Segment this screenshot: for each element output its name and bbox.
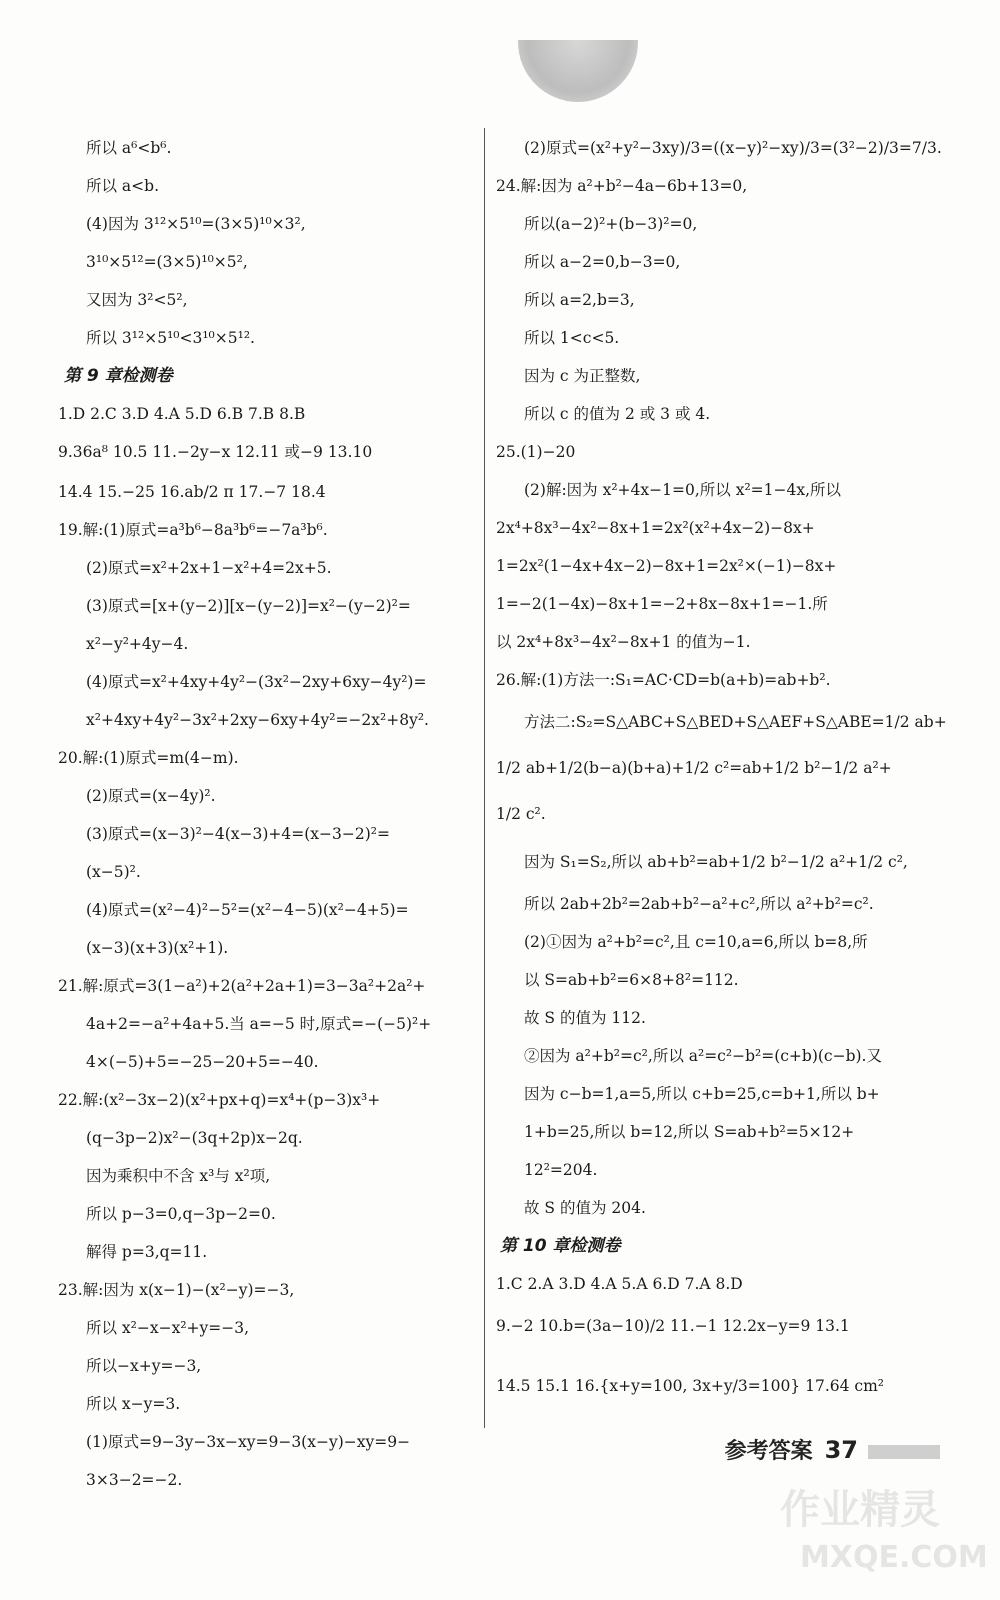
text-line: 故 S 的值为 204. [524, 1199, 646, 1217]
text-line: 26.解:(1)方法一:S₁=AC·CD=b(a+b)=ab+b². [496, 671, 831, 689]
text-line: 所以 x−y=3. [86, 1395, 181, 1413]
text-line: (2)原式=(x−4y)². [86, 787, 216, 805]
text-line: (4)原式=(x²−4)²−5²=(x²−4−5)(x²−4+5)= [86, 901, 409, 919]
text-line: 25.(1)−20 [496, 443, 576, 461]
text-line: 又因为 3²<5², [86, 291, 188, 309]
text-line: 所以 a⁶<b⁶. [86, 139, 172, 157]
text-line: (2)解:因为 x²+4x−1=0,所以 x²=1−4x,所以 [524, 481, 842, 499]
text-line: (1)原式=9−3y−3x−xy=9−3(x−y)−xy=9− [86, 1433, 411, 1451]
text-line: (2)原式=(x²+y²−3xy)/3=((x−y)²−xy)/3=(3²−2)/3=7/3. [524, 139, 942, 157]
text-line: 22.解:(x²−3x−2)(x²+px+q)=x⁴+(p−3)x³+ [58, 1091, 381, 1109]
text-line: 因为 c−b=1,a=5,所以 c+b=25,c=b+1,所以 b+ [524, 1085, 880, 1103]
text-line: 1+b=25,所以 b=12,所以 S=ab+b²=5×12+ [524, 1123, 855, 1141]
text-line: 20.解:(1)原式=m(4−m). [58, 749, 239, 767]
section-heading: 第 9 章检测卷 [64, 366, 173, 386]
text-line: 所以 c 的值为 2 或 3 或 4. [524, 405, 711, 423]
page-footer [725, 1434, 940, 1465]
watermark-logo: 作业精灵 [780, 1487, 940, 1533]
text-line: 所以 a<b. [86, 177, 160, 195]
column-divider [484, 128, 485, 1428]
text-line: 24.解:因为 a²+b²−4a−6b+13=0, [496, 177, 748, 195]
text-line: (x−3)(x+3)(x²+1). [86, 939, 229, 957]
text-line: 故 S 的值为 112. [524, 1009, 646, 1027]
section-heading: 第 10 章检测卷 [500, 1236, 621, 1256]
answer-line: 1.C 2.A 3.D 4.A 5.A 6.D 7.A 8.D [496, 1275, 743, 1293]
page-number: 37 [824, 1436, 858, 1464]
decorative-header-arc [518, 40, 638, 102]
text-line: 1=2x²(1−4x+4x−2)−8x+1=2x²×(−1)−8x+ [496, 557, 837, 575]
answer-line: 14.4 15.−25 16.ab/2 π 17.−7 18.4 [58, 483, 326, 501]
text-line: 4×(−5)+5=−25−20+5=−40. [86, 1053, 319, 1071]
text-line: 因为 S₁=S₂,所以 ab+b²=ab+1/2 b²−1/2 a²+1/2 c², [524, 853, 908, 871]
footer-decoration [868, 1445, 940, 1459]
text-line: 所以 x²−x−x²+y=−3, [86, 1319, 250, 1337]
text-line: 2x⁴+8x³−4x²−8x+1=2x²(x²+4x−2)−8x+ [496, 519, 815, 537]
text-line: 解得 p=3,q=11. [86, 1243, 208, 1261]
text-line: 所以 2ab+2b²=2ab+b²−a²+c²,所以 a²+b²=c². [524, 895, 874, 913]
text-line: 1/2 c². [496, 805, 546, 823]
text-line: 1/2 ab+1/2(b−a)(b+a)+1/2 c²=ab+1/2 b²−1/2 a²+ [496, 759, 892, 777]
text-line: 因为 c 为正整数, [524, 367, 641, 385]
text-line: 1=−2(1−4x)−8x+1=−2+8x−8x+1=−1.所 [496, 595, 828, 613]
answer-line: 1.D 2.C 3.D 4.A 5.D 6.B 7.B 8.B [58, 405, 306, 423]
answer-line: 9.36a⁸ 10.5 11.−2y−x 12.11 或−9 13.10 [58, 443, 373, 461]
text-line: 所以 1<c<5. [524, 329, 620, 347]
text-line: 19.解:(1)原式=a³b⁶−8a³b⁶=−7a³b⁶. [58, 521, 328, 539]
text-line: 因为乘积中不含 x³与 x²项, [86, 1167, 271, 1185]
text-line: 所以 a−2=0,b−3=0, [524, 253, 681, 271]
text-line: 21.解:原式=3(1−a²)+2(a²+2a+1)=3−3a²+2a²+ [58, 977, 426, 995]
text-line: (3)原式=(x−3)²−4(x−3)+4=(x−3−2)²= [86, 825, 390, 843]
text-line: 以 S=ab+b²=6×8+8²=112. [524, 971, 739, 989]
text-line: (x−5)². [86, 863, 141, 881]
text-line: (2)原式=x²+2x+1−x²+4=2x+5. [86, 559, 332, 577]
text-line: 3¹⁰×5¹²=(3×5)¹⁰×5², [86, 253, 248, 271]
text-line: 所以(a−2)²+(b−3)²=0, [524, 215, 698, 233]
text-line: 12²=204. [524, 1161, 598, 1179]
text-line: (3)原式=[x+(y−2)][x−(y−2)]=x²−(y−2)²= [86, 597, 411, 615]
answer-line: 14.5 15.1 16.{x+y=100, 3x+y/3=100} 17.64 cm² [496, 1377, 884, 1395]
text-line: 23.解:因为 x(x−1)−(x²−y)=−3, [58, 1281, 295, 1299]
text-line: x²−y²+4y−4. [86, 635, 189, 653]
text-line: ②因为 a²+b²=c²,所以 a²=c²−b²=(c+b)(c−b).又 [524, 1047, 882, 1065]
text-line: 所以 a=2,b=3, [524, 291, 635, 309]
text-line: (4)因为 3¹²×5¹⁰=(3×5)¹⁰×3², [86, 215, 306, 233]
text-line: 3×3−2=−2. [86, 1471, 183, 1489]
text-line: x²+4xy+4y²−3x²+2xy−6xy+4y²=−2x²+8y². [86, 711, 429, 729]
text-line: 所以−x+y=−3, [86, 1357, 202, 1375]
text-line: (q−3p−2)x²−(3q+2p)x−2q. [86, 1129, 303, 1147]
text-line: (4)原式=x²+4xy+4y²−(3x²−2xy+6xy−4y²)= [86, 673, 427, 691]
text-line: 所以 3¹²×5¹⁰<3¹⁰×5¹². [86, 329, 255, 347]
text-line: 方法二:S₂=S△ABC+S△BED+S△AEF+S△ABE=1/2 ab+ [524, 713, 947, 731]
watermark-site: MXQE.COM [800, 1540, 988, 1575]
footer-label: 参考答案 [724, 1439, 813, 1464]
text-line: 所以 p−3=0,q−3p−2=0. [86, 1205, 276, 1223]
answer-line: 9.−2 10.b=(3a−10)/2 11.−1 12.2x−y=9 13.1 [496, 1317, 850, 1335]
text-line: 4a+2=−a²+4a+5.当 a=−5 时,原式=−(−5)²+ [86, 1015, 432, 1033]
text-line: 以 2x⁴+8x³−4x²−8x+1 的值为−1. [496, 633, 751, 651]
text-line: (2)①因为 a²+b²=c²,且 c=10,a=6,所以 b=8,所 [524, 933, 868, 951]
